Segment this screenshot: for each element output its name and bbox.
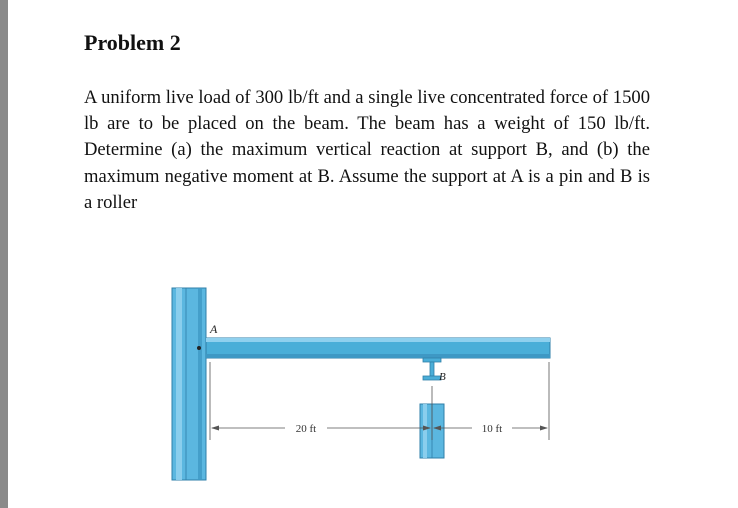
problem-title: Problem 2 [84, 30, 181, 55]
dimension-ab-label: 20 ft [295, 423, 317, 435]
beam [206, 338, 550, 358]
support-b-label: B [439, 371, 446, 383]
dimension-overhang [433, 423, 548, 435]
dimension-overhang-label: 10 ft [481, 423, 503, 435]
problem-statement: A uniform live load of 300 lb/ft and a single live concentrated force of 1500 lb are to be placed on the beam. The beam has a weight of 150 lb/ft. Determine (a) the maximum vertical reaction at support B, and (b) the maximum negative moment at B. Assume the support at A is a pin and B is a roller [84, 87, 650, 213]
column-a [172, 288, 206, 480]
dimension-ab [211, 423, 431, 435]
support-a-label: A [210, 322, 218, 336]
